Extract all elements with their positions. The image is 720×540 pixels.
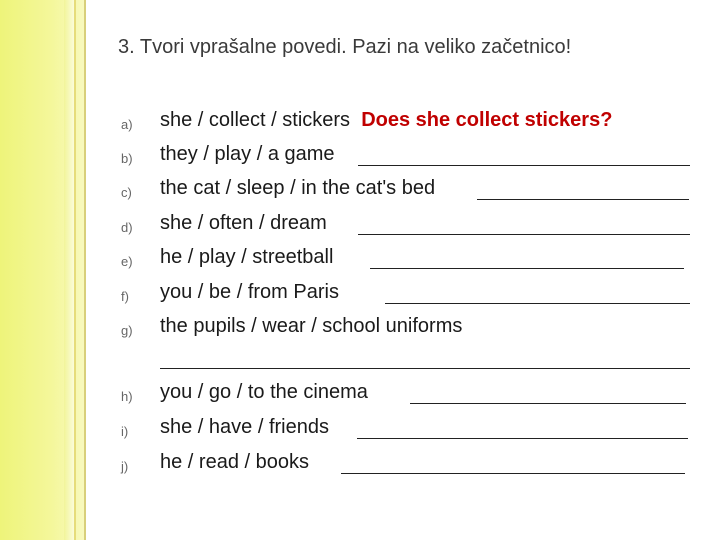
list-item-h (0, 381, 720, 411)
item-letter: e) (121, 254, 133, 269)
item-prompt: he / play / streetball (160, 246, 334, 268)
item-letter: c) (121, 185, 132, 200)
item-letter: b) (121, 151, 133, 166)
item-letter: a) (121, 117, 133, 132)
answer-blank[interactable] (385, 303, 690, 304)
item-letter: g) (121, 323, 133, 338)
item-letter: f) (121, 289, 129, 304)
item-prompt (160, 109, 612, 132)
list-item-g (0, 315, 720, 345)
item-prompt: you / go / to the cinema (160, 381, 368, 403)
answer-blank[interactable] (358, 234, 690, 235)
item-prompt: you / be / from Paris (160, 281, 339, 303)
item-letter: d) (121, 220, 133, 235)
answer-blank[interactable] (341, 473, 685, 474)
item-prompt: they / play / a game (160, 143, 335, 165)
list-item-d (0, 212, 720, 242)
list-item-a (0, 109, 720, 139)
item-prompt: he / read / books (160, 451, 309, 473)
list-item-c (0, 177, 720, 207)
item-letter: h) (121, 389, 133, 404)
answer-blank[interactable] (370, 268, 684, 269)
list-item-e (0, 246, 720, 276)
answer-blank[interactable] (477, 199, 689, 200)
item-prompt: the pupils / wear / school uniforms (160, 315, 463, 337)
answer-blank[interactable] (410, 403, 686, 404)
item-prompt: she / have / friends (160, 416, 329, 438)
item-letter: j) (121, 459, 129, 474)
list-item-f (0, 281, 720, 311)
exercise-title: 3. Tvori vprašalne povedi. Pazi na veliko začetnico! (118, 36, 572, 58)
list-item-i (0, 416, 720, 446)
answer-blank[interactable] (357, 438, 688, 439)
answer-blank[interactable] (358, 165, 690, 166)
answer-text: Does she collect stickers? (361, 109, 613, 131)
answer-blank[interactable] (160, 368, 690, 369)
item-prompt: she / often / dream (160, 212, 327, 234)
prompt-text: she / collect / stickers (160, 109, 351, 131)
list-item-b (0, 143, 720, 173)
list-item-j (0, 451, 720, 481)
item-prompt: the cat / sleep / in the cat's bed (160, 177, 436, 199)
item-letter: i) (121, 424, 129, 439)
